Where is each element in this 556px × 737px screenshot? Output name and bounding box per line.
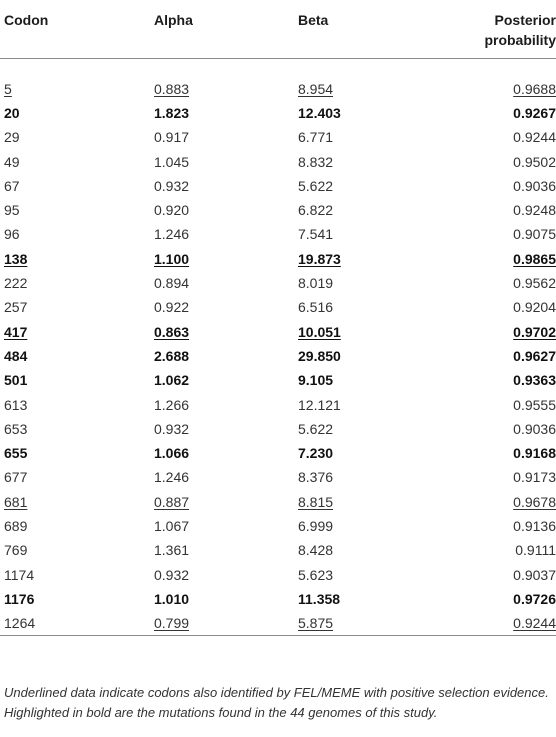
cell-beta-value: 8.954 xyxy=(298,80,334,97)
table-row xyxy=(0,319,556,343)
table-row xyxy=(0,198,556,222)
cell-alpha-value: 0.894 xyxy=(154,275,190,292)
table-row xyxy=(0,368,556,392)
cell-codon xyxy=(0,417,150,441)
cell-posterior xyxy=(444,490,556,514)
table-body xyxy=(0,58,556,636)
cell-beta xyxy=(294,368,444,392)
cell-beta xyxy=(294,417,444,441)
cell-posterior xyxy=(444,417,556,441)
header-posterior-probability xyxy=(444,0,556,58)
cell-alpha-value: 1.246 xyxy=(154,469,190,486)
cell-alpha-value: 0.932 xyxy=(154,420,190,437)
cell-alpha-value: 1.823 xyxy=(154,104,190,121)
cell-codon xyxy=(0,344,150,368)
cell-alpha xyxy=(150,77,294,101)
cell-codon-value: 20 xyxy=(4,104,20,121)
cell-beta xyxy=(294,271,444,295)
header-posterior-line1: Posterior xyxy=(494,12,556,28)
cell-alpha xyxy=(150,514,294,538)
header-beta: Beta xyxy=(294,0,444,58)
cell-beta-value: 10.051 xyxy=(298,323,341,340)
cell-codon xyxy=(0,465,150,489)
cell-alpha xyxy=(150,295,294,319)
cell-posterior-value: 0.9036 xyxy=(513,420,556,437)
cell-beta xyxy=(294,319,444,343)
cell-codon-value: 257 xyxy=(4,299,28,316)
cell-posterior xyxy=(444,77,556,101)
cell-codon-value: 1174 xyxy=(4,566,35,583)
cell-beta-value: 5.622 xyxy=(298,420,334,437)
cell-alpha xyxy=(150,490,294,514)
cell-beta xyxy=(294,587,444,611)
cell-alpha xyxy=(150,174,294,198)
cell-posterior-value: 0.9075 xyxy=(513,226,556,243)
cell-alpha-value: 1.062 xyxy=(154,372,190,389)
cell-alpha-value: 0.799 xyxy=(154,615,190,632)
cell-alpha-value: 1.045 xyxy=(154,153,190,170)
cell-alpha xyxy=(150,198,294,222)
cell-posterior xyxy=(444,587,556,611)
cell-posterior xyxy=(444,222,556,246)
cell-posterior xyxy=(444,295,556,319)
cell-beta xyxy=(294,392,444,416)
cell-posterior xyxy=(444,465,556,489)
cell-posterior xyxy=(444,441,556,465)
cell-alpha-value: 0.920 xyxy=(154,202,190,219)
cell-beta xyxy=(294,101,444,125)
cell-codon-value: 769 xyxy=(4,542,28,559)
cell-alpha xyxy=(150,587,294,611)
cell-codon xyxy=(0,198,150,222)
cell-codon-value: 501 xyxy=(4,372,28,389)
cell-codon-value: 49 xyxy=(4,153,20,170)
table-header-row xyxy=(0,0,556,58)
cell-posterior xyxy=(444,538,556,562)
cell-alpha-value: 0.932 xyxy=(154,177,190,194)
cell-posterior-value: 0.9136 xyxy=(513,517,556,534)
cell-alpha xyxy=(150,271,294,295)
cell-alpha xyxy=(150,319,294,343)
cell-posterior xyxy=(444,247,556,271)
cell-posterior-value: 0.9562 xyxy=(513,275,556,292)
table-row xyxy=(0,271,556,295)
table-row xyxy=(0,465,556,489)
cell-posterior xyxy=(444,611,556,636)
cell-codon xyxy=(0,77,150,101)
cell-codon xyxy=(0,514,150,538)
cell-beta xyxy=(294,247,444,271)
cell-alpha-value: 0.887 xyxy=(154,493,190,510)
cell-beta-value: 8.815 xyxy=(298,493,334,510)
cell-beta xyxy=(294,344,444,368)
cell-posterior-value: 0.9036 xyxy=(513,177,556,194)
cell-codon-value: 655 xyxy=(4,445,28,462)
cell-beta xyxy=(294,514,444,538)
cell-alpha-value: 1.266 xyxy=(154,396,190,413)
cell-posterior-value: 0.9502 xyxy=(513,153,556,170)
cell-codon xyxy=(0,392,150,416)
table-row xyxy=(0,344,556,368)
cell-posterior-value: 0.9702 xyxy=(513,323,556,340)
cell-posterior-value: 0.9363 xyxy=(513,372,556,389)
table-row xyxy=(0,514,556,538)
cell-posterior-value: 0.9204 xyxy=(513,299,556,316)
cell-beta-value: 5.875 xyxy=(298,615,334,632)
cell-alpha-value: 1.067 xyxy=(154,517,190,534)
cell-posterior xyxy=(444,344,556,368)
cell-codon xyxy=(0,611,150,636)
cell-posterior xyxy=(444,562,556,586)
table-row xyxy=(0,174,556,198)
cell-codon-value: 95 xyxy=(4,202,20,219)
cell-posterior xyxy=(444,198,556,222)
cell-codon xyxy=(0,562,150,586)
cell-beta-value: 8.019 xyxy=(298,275,334,292)
table-row xyxy=(0,417,556,441)
cell-beta-value: 6.822 xyxy=(298,202,334,219)
cell-posterior xyxy=(444,125,556,149)
table-row xyxy=(0,562,556,586)
table-row xyxy=(0,392,556,416)
table-row xyxy=(0,125,556,149)
table-row xyxy=(0,222,556,246)
cell-codon xyxy=(0,538,150,562)
cell-codon xyxy=(0,319,150,343)
header-posterior-line2: probability xyxy=(484,32,556,48)
cell-alpha-value: 0.917 xyxy=(154,129,190,146)
cell-codon-value: 138 xyxy=(4,250,28,267)
table-row xyxy=(0,101,556,125)
cell-beta xyxy=(294,174,444,198)
cell-codon-value: 613 xyxy=(4,396,28,413)
cell-alpha-value: 0.863 xyxy=(154,323,190,340)
cell-alpha-value: 1.100 xyxy=(154,250,190,267)
cell-beta xyxy=(294,149,444,173)
cell-posterior-value: 0.9627 xyxy=(513,347,556,364)
cell-alpha xyxy=(150,417,294,441)
cell-beta xyxy=(294,562,444,586)
cell-beta-value: 7.541 xyxy=(298,226,334,243)
cell-posterior-value: 0.9865 xyxy=(513,250,556,267)
cell-codon xyxy=(0,295,150,319)
cell-beta-value: 5.623 xyxy=(298,566,334,583)
cell-beta-value: 9.105 xyxy=(298,372,334,389)
cell-posterior-value: 0.9244 xyxy=(513,129,556,146)
cell-beta-value: 8.428 xyxy=(298,542,334,559)
cell-alpha-value: 1.066 xyxy=(154,445,190,462)
cell-beta-value: 29.850 xyxy=(298,347,341,364)
cell-beta-value: 6.771 xyxy=(298,129,334,146)
cell-posterior xyxy=(444,319,556,343)
cell-beta-value: 12.121 xyxy=(298,396,341,413)
cell-beta-value: 7.230 xyxy=(298,445,334,462)
cell-codon-value: 96 xyxy=(4,226,20,243)
cell-codon-value: 5 xyxy=(4,80,12,97)
cell-alpha xyxy=(150,611,294,636)
table-row xyxy=(0,77,556,101)
cell-beta xyxy=(294,490,444,514)
cell-beta xyxy=(294,441,444,465)
cell-posterior xyxy=(444,514,556,538)
cell-beta-value: 6.999 xyxy=(298,517,334,534)
header-codon: Codon xyxy=(0,0,150,58)
cell-posterior-value: 0.9037 xyxy=(513,566,556,583)
cell-codon-value: 1176 xyxy=(4,590,35,607)
table-row xyxy=(0,247,556,271)
cell-alpha xyxy=(150,465,294,489)
cell-posterior-value: 0.9111 xyxy=(515,542,556,559)
cell-codon-value: 67 xyxy=(4,177,20,194)
cell-posterior-value: 0.9688 xyxy=(513,80,556,97)
cell-alpha-value: 1.361 xyxy=(154,542,190,559)
cell-beta xyxy=(294,611,444,636)
cell-beta xyxy=(294,198,444,222)
cell-alpha xyxy=(150,441,294,465)
cell-posterior-value: 0.9244 xyxy=(513,615,556,632)
cell-beta xyxy=(294,222,444,246)
cell-alpha-value: 0.883 xyxy=(154,80,190,97)
cell-posterior-value: 0.9248 xyxy=(513,202,556,219)
cell-codon-value: 677 xyxy=(4,469,28,486)
cell-posterior-value: 0.9555 xyxy=(513,396,556,413)
cell-beta-value: 11.358 xyxy=(298,590,341,607)
cell-alpha xyxy=(150,538,294,562)
cell-posterior-value: 0.9726 xyxy=(513,590,556,607)
table-row xyxy=(0,587,556,611)
cell-codon xyxy=(0,490,150,514)
cell-beta-value: 6.516 xyxy=(298,299,334,316)
cell-codon xyxy=(0,174,150,198)
cell-beta-value: 19.873 xyxy=(298,250,341,267)
cell-posterior xyxy=(444,271,556,295)
table-row xyxy=(0,611,556,636)
cell-beta-value: 8.376 xyxy=(298,469,334,486)
cell-posterior-value: 0.9173 xyxy=(513,469,556,486)
cell-beta-value: 5.622 xyxy=(298,177,334,194)
cell-codon xyxy=(0,587,150,611)
cell-posterior-value: 0.9678 xyxy=(513,493,556,510)
table-footnote: Underlined data indicate codons also identified by FEL/MEME with positive selection evidence. Highlighted in bold are the mutations found in the 44 genomes of this study. xyxy=(4,685,549,720)
table-row xyxy=(0,538,556,562)
cell-alpha xyxy=(150,149,294,173)
table-row xyxy=(0,441,556,465)
cell-beta xyxy=(294,538,444,562)
cell-codon-value: 653 xyxy=(4,420,28,437)
cell-alpha xyxy=(150,344,294,368)
cell-posterior xyxy=(444,101,556,125)
cell-codon-value: 681 xyxy=(4,493,28,510)
cell-alpha xyxy=(150,247,294,271)
cell-posterior xyxy=(444,392,556,416)
cell-codon xyxy=(0,247,150,271)
cell-beta xyxy=(294,295,444,319)
cell-codon xyxy=(0,149,150,173)
cell-codon xyxy=(0,271,150,295)
cell-posterior xyxy=(444,149,556,173)
cell-alpha-value: 0.922 xyxy=(154,299,190,316)
cell-codon xyxy=(0,441,150,465)
cell-codon xyxy=(0,125,150,149)
cell-alpha xyxy=(150,222,294,246)
cell-posterior xyxy=(444,368,556,392)
header-alpha: Alpha xyxy=(150,0,294,58)
cell-beta-value: 8.832 xyxy=(298,153,334,170)
cell-alpha-value: 2.688 xyxy=(154,347,190,364)
cell-posterior-value: 0.9267 xyxy=(513,104,556,121)
cell-codon-value: 484 xyxy=(4,347,28,364)
table-row xyxy=(0,149,556,173)
cell-codon xyxy=(0,101,150,125)
cell-alpha-value: 1.246 xyxy=(154,226,190,243)
table-row xyxy=(0,295,556,319)
cell-beta xyxy=(294,77,444,101)
table-row xyxy=(0,490,556,514)
cell-codon-value: 1264 xyxy=(4,615,36,632)
cell-posterior-value: 0.9168 xyxy=(513,445,556,462)
cell-codon-value: 222 xyxy=(4,275,28,292)
cell-alpha xyxy=(150,392,294,416)
cell-codon-value: 689 xyxy=(4,517,28,534)
cell-codon xyxy=(0,368,150,392)
cell-alpha xyxy=(150,562,294,586)
cell-alpha-value: 0.932 xyxy=(154,566,190,583)
cell-alpha xyxy=(150,368,294,392)
cell-codon xyxy=(0,222,150,246)
cell-alpha xyxy=(150,125,294,149)
cell-codon-value: 417 xyxy=(4,323,28,340)
cell-beta xyxy=(294,465,444,489)
cell-posterior xyxy=(444,174,556,198)
cell-codon-value: 29 xyxy=(4,129,20,146)
cell-alpha-value: 1.010 xyxy=(154,590,190,607)
cell-alpha xyxy=(150,101,294,125)
cell-beta xyxy=(294,125,444,149)
cell-beta-value: 12.403 xyxy=(298,104,341,121)
